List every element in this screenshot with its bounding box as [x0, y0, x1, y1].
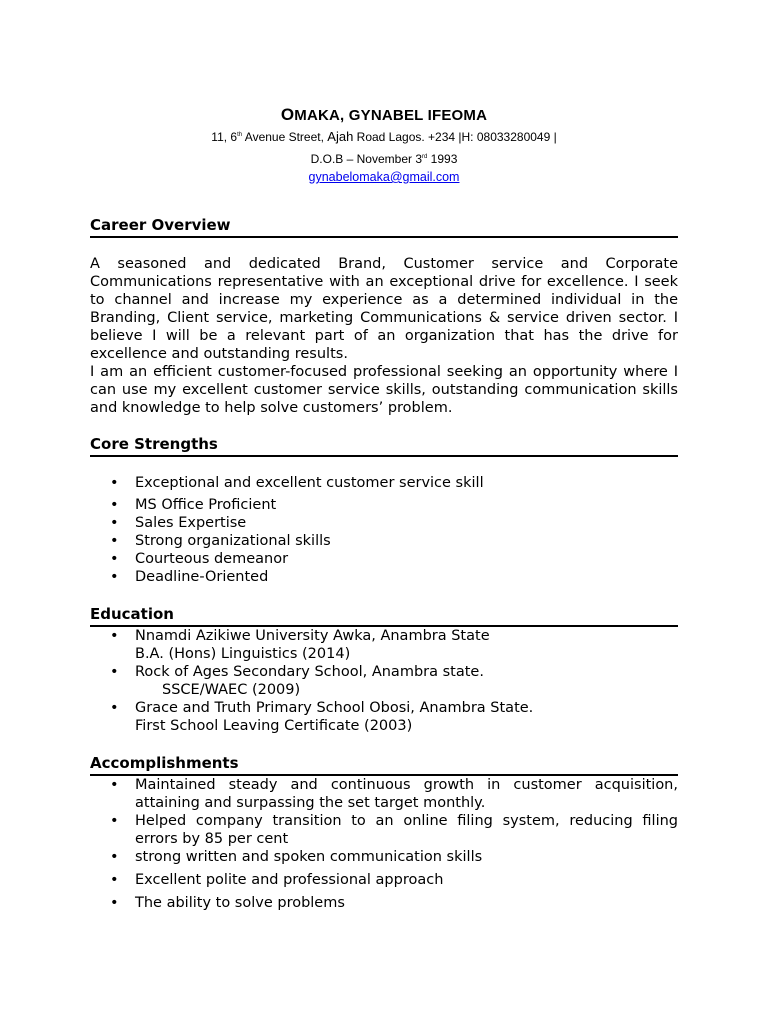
list-item: • Sales Expertise: [110, 515, 247, 531]
accomplishments-section: [90, 754, 678, 912]
list-item: • Rock of Ages Secondary School, Anambra state. SSCE/WAEC (2009): [110, 664, 484, 698]
strengths-list: [90, 474, 678, 586]
list-item: • Exceptional and excellent customer service skill: [110, 475, 484, 491]
list-item: • The ability to solve problems: [110, 895, 345, 911]
email-link[interactable]: gynabelomaka@gmail.com: [308, 170, 460, 184]
career-overview-title: Career Overview: [90, 216, 678, 238]
career-paragraph-1: A seasoned and dedicated Brand, Customer service and Corporate Communications representative with an exceptional drive for excellence. I seek to channel and increase my experience as a determined individual in the Branding, Client service, marketing Communications & service driven sector. I believe I will be a relevant part of an organization that has the drive for excellence and outstanding results.: [90, 256, 678, 362]
candidate-name: OMAKA, GYNABEL IFEOMA: [280, 105, 488, 124]
education-section: [90, 605, 678, 735]
core-strengths-section: [90, 435, 678, 586]
resume-header: [0, 105, 768, 186]
list-item: • Excellent polite and professional approach: [110, 872, 444, 888]
accomplishments-title: Accomplishments: [90, 754, 678, 776]
core-strengths-title: Core Strengths: [90, 435, 678, 457]
list-item: • Courteous demeanor: [110, 551, 289, 567]
list-item: • Grace and Truth Primary School Obosi, Anambra State. First School Leaving Certificate (2003): [110, 700, 534, 734]
address-line: 11, 6th Avenue Street, Ajah Road Lagos. +234 |H: 08033280049 |: [211, 129, 557, 144]
career-overview-section: [90, 216, 678, 417]
list-item: • strong written and spoken communication skills: [110, 849, 483, 865]
education-list: [90, 627, 678, 735]
list-item: • Strong organizational skills: [110, 533, 331, 549]
list-item: • Helped company transition to an online filing system, reducing filing errors by 85 per cent: [110, 813, 678, 847]
list-item: • MS Office Proficient: [110, 497, 277, 513]
education-title: Education: [90, 605, 678, 627]
dob-line: D.O.B – November 3rd 1993: [310, 152, 458, 166]
list-item: • Maintained steady and continuous growth in customer acquisition, attaining and surpassing the set target monthly.: [110, 777, 678, 811]
list-item: • Deadline-Oriented: [110, 569, 269, 585]
list-item: • Nnamdi Azikiwe University Awka, Anambra State B.A. (Hons) Linguistics (2014): [110, 628, 490, 662]
career-paragraph-2: I am an efficient customer-focused professional seeking an opportunity where I can use my excellent customer service skills, outstanding communication skills and knowledge to help solve customers’ problem.: [90, 364, 678, 416]
accomplishments-list: [90, 776, 678, 912]
